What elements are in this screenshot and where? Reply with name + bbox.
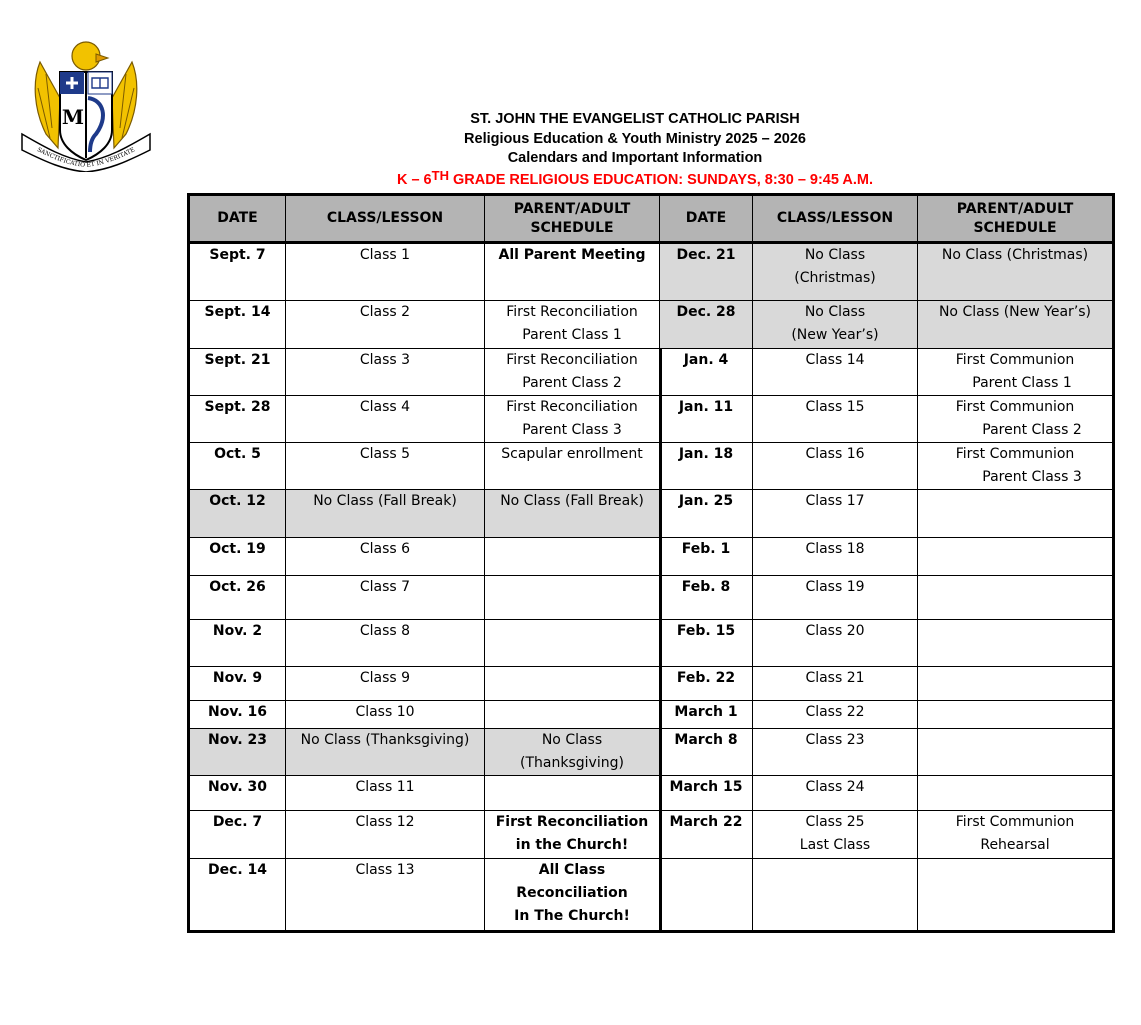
parent-schedule-cell: No Class (New Year’s) bbox=[918, 301, 1114, 349]
date-cell: March 8 bbox=[660, 729, 753, 776]
table-row bbox=[660, 667, 1114, 701]
class-lesson-cell: Class 9 bbox=[286, 667, 485, 701]
date-cell: Jan. 11 bbox=[660, 396, 753, 443]
parent-schedule-cell bbox=[918, 859, 1114, 932]
calendar-table-winter bbox=[659, 193, 1115, 933]
parish-crest-logo bbox=[16, 38, 156, 172]
class-lesson-cell: Class 7 bbox=[286, 576, 485, 620]
table-row bbox=[660, 349, 1114, 396]
class-lesson-cell: Class 11 bbox=[286, 776, 485, 811]
date-cell: Oct. 12 bbox=[189, 490, 286, 538]
calendar-table-fall bbox=[187, 193, 662, 933]
table-row bbox=[189, 776, 661, 811]
svg-text:M: M bbox=[61, 105, 85, 129]
table-row bbox=[660, 396, 1114, 443]
table-header-row bbox=[660, 195, 1114, 243]
table-row bbox=[660, 443, 1114, 490]
table-row bbox=[189, 729, 661, 776]
table-row bbox=[189, 538, 661, 576]
table-row bbox=[660, 859, 1114, 932]
svg-text:SANCTIFICATIO ET IN VERITATE: SANCTIFICATIO ET IN VERITATE bbox=[35, 146, 137, 170]
class-lesson-cell: Class 18 bbox=[753, 538, 918, 576]
class-lesson-cell: No Class (Fall Break) bbox=[286, 490, 485, 538]
table-row bbox=[189, 667, 661, 701]
date-cell: Oct. 5 bbox=[189, 443, 286, 490]
date-cell: Jan. 25 bbox=[660, 490, 753, 538]
table-row bbox=[189, 859, 661, 932]
parent-schedule-cell: No Class (Christmas) bbox=[918, 243, 1114, 301]
date-cell: Sept. 21 bbox=[189, 349, 286, 396]
table-row bbox=[660, 701, 1114, 729]
class-lesson-cell: Class 14 bbox=[753, 349, 918, 396]
date-cell: March 1 bbox=[660, 701, 753, 729]
parent-schedule-cell: First Communion Parent Class 1 bbox=[918, 349, 1114, 396]
date-cell: Nov. 30 bbox=[189, 776, 286, 811]
column-header-parent: PARENT/ADULT SCHEDULE bbox=[485, 195, 661, 243]
class-lesson-cell: Class 23 bbox=[753, 729, 918, 776]
parent-schedule-cell bbox=[918, 701, 1114, 729]
class-lesson-cell bbox=[753, 859, 918, 932]
class-lesson-cell: No Class (New Year’s) bbox=[753, 301, 918, 349]
parent-schedule-cell bbox=[918, 490, 1114, 538]
table-row bbox=[660, 620, 1114, 667]
column-header-date: DATE bbox=[660, 195, 753, 243]
class-lesson-cell: Class 10 bbox=[286, 701, 485, 729]
parent-schedule-cell: First Communion Rehearsal bbox=[918, 811, 1114, 859]
document-title: Calendars and Important Information bbox=[507, 150, 763, 166]
parent-schedule-cell bbox=[485, 776, 661, 811]
table-row bbox=[189, 490, 661, 538]
table-header-row bbox=[189, 195, 661, 243]
class-lesson-cell: Class 8 bbox=[286, 620, 485, 667]
table-row bbox=[660, 776, 1114, 811]
table-row bbox=[189, 301, 661, 349]
column-header-class: CLASS/LESSON bbox=[286, 195, 485, 243]
date-cell: Sept. 28 bbox=[189, 396, 286, 443]
class-lesson-cell: Class 1 bbox=[286, 243, 485, 301]
table-row bbox=[189, 243, 661, 301]
parent-schedule-cell bbox=[918, 776, 1114, 811]
parent-schedule-cell bbox=[485, 667, 661, 701]
class-lesson-cell: Class 20 bbox=[753, 620, 918, 667]
table-row bbox=[660, 576, 1114, 620]
class-lesson-cell: Class 16 bbox=[753, 443, 918, 490]
table-row bbox=[189, 349, 661, 396]
date-cell: March 15 bbox=[660, 776, 753, 811]
table-row bbox=[660, 301, 1114, 349]
date-cell: Dec. 7 bbox=[189, 811, 286, 859]
class-lesson-cell: Class 24 bbox=[753, 776, 918, 811]
parent-schedule-cell bbox=[918, 576, 1114, 620]
date-cell bbox=[660, 859, 753, 932]
date-cell: Nov. 23 bbox=[189, 729, 286, 776]
table-row bbox=[189, 620, 661, 667]
class-lesson-cell: Class 4 bbox=[286, 396, 485, 443]
class-lesson-cell: Class 6 bbox=[286, 538, 485, 576]
class-lesson-cell: Class 5 bbox=[286, 443, 485, 490]
schedule-subtitle: K – 6TH GRADE RELIGIOUS EDUCATION: SUNDAYS, 8:30 – 9:45 A.M. bbox=[396, 168, 874, 188]
class-lesson-cell: Class 17 bbox=[753, 490, 918, 538]
date-cell: Oct. 19 bbox=[189, 538, 286, 576]
parent-schedule-cell: No Class (Fall Break) bbox=[485, 490, 661, 538]
date-cell: Nov. 9 bbox=[189, 667, 286, 701]
parent-schedule-cell: All Parent Meeting bbox=[485, 243, 661, 301]
class-lesson-cell: Class 2 bbox=[286, 301, 485, 349]
parish-name: ST. JOHN THE EVANGELIST CATHOLIC PARISH bbox=[470, 111, 800, 127]
parent-schedule-cell: All Class Reconciliation In The Church! bbox=[485, 859, 661, 932]
class-lesson-cell: Class 21 bbox=[753, 667, 918, 701]
parent-schedule-cell bbox=[485, 538, 661, 576]
date-cell: Dec. 14 bbox=[189, 859, 286, 932]
class-lesson-cell: No Class (Thanksgiving) bbox=[286, 729, 485, 776]
parent-schedule-cell: First Reconciliation Parent Class 3 bbox=[485, 396, 661, 443]
class-lesson-cell: Class 12 bbox=[286, 811, 485, 859]
table-row bbox=[189, 701, 661, 729]
date-cell: Sept. 7 bbox=[189, 243, 286, 301]
parent-schedule-cell bbox=[485, 576, 661, 620]
table-row bbox=[660, 729, 1114, 776]
parent-schedule-cell: No Class (Thanksgiving) bbox=[485, 729, 661, 776]
table-row bbox=[660, 811, 1114, 859]
date-cell: Feb. 22 bbox=[660, 667, 753, 701]
class-lesson-cell: No Class (Christmas) bbox=[753, 243, 918, 301]
column-header-parent: PARENT/ADULT SCHEDULE bbox=[918, 195, 1114, 243]
date-cell: Feb. 15 bbox=[660, 620, 753, 667]
date-cell: March 22 bbox=[660, 811, 753, 859]
class-lesson-cell: Class 22 bbox=[753, 701, 918, 729]
column-header-class: CLASS/LESSON bbox=[753, 195, 918, 243]
date-cell: Jan. 18 bbox=[660, 443, 753, 490]
date-cell: Nov. 2 bbox=[189, 620, 286, 667]
parent-schedule-cell bbox=[485, 701, 661, 729]
parent-schedule-cell: First Communion Parent Class 3 bbox=[918, 443, 1114, 490]
parent-schedule-cell bbox=[485, 620, 661, 667]
date-cell: Sept. 14 bbox=[189, 301, 286, 349]
parent-schedule-cell bbox=[918, 620, 1114, 667]
table-row bbox=[189, 443, 661, 490]
date-cell: Dec. 28 bbox=[660, 301, 753, 349]
date-cell: Nov. 16 bbox=[189, 701, 286, 729]
table-row bbox=[660, 490, 1114, 538]
document-header bbox=[380, 110, 890, 169]
table-row bbox=[660, 538, 1114, 576]
parent-schedule-cell: Scapular enrollment bbox=[485, 443, 661, 490]
date-cell: Oct. 26 bbox=[189, 576, 286, 620]
date-cell: Feb. 1 bbox=[660, 538, 753, 576]
parent-schedule-cell: First Communion Parent Class 2 bbox=[918, 396, 1114, 443]
date-cell: Feb. 8 bbox=[660, 576, 753, 620]
parent-schedule-cell: First Reconciliation Parent Class 1 bbox=[485, 301, 661, 349]
class-lesson-cell: Class 3 bbox=[286, 349, 485, 396]
table-row bbox=[189, 396, 661, 443]
parent-schedule-cell: First Reconciliation Parent Class 2 bbox=[485, 349, 661, 396]
program-title: Religious Education & Youth Ministry 2025 – 2026 bbox=[464, 130, 806, 147]
table-row bbox=[660, 243, 1114, 301]
table-row bbox=[189, 811, 661, 859]
parent-schedule-cell: First Reconciliation in the Church! bbox=[485, 811, 661, 859]
parent-schedule-cell bbox=[918, 667, 1114, 701]
class-lesson-cell: Class 25 Last Class bbox=[753, 811, 918, 859]
class-lesson-cell: Class 13 bbox=[286, 859, 485, 932]
parent-schedule-cell bbox=[918, 538, 1114, 576]
table-row bbox=[189, 576, 661, 620]
parent-schedule-cell bbox=[918, 729, 1114, 776]
date-cell: Jan. 4 bbox=[660, 349, 753, 396]
class-lesson-cell: Class 15 bbox=[753, 396, 918, 443]
date-cell: Dec. 21 bbox=[660, 243, 753, 301]
column-header-date: DATE bbox=[189, 195, 286, 243]
class-lesson-cell: Class 19 bbox=[753, 576, 918, 620]
